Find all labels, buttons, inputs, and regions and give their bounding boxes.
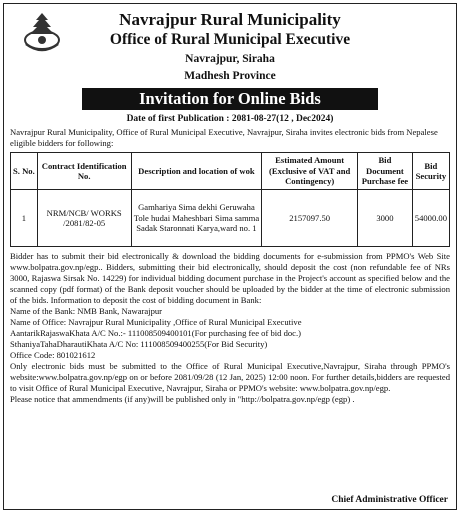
- notice-body: [10, 251, 450, 405]
- cell-description: Gamhariya Sima dekhi Geruwaha Tole hudai Maheshbari Sima samma Sadak Staronnati Karya,ward no. 1: [131, 190, 262, 247]
- col-header-fee: Bid Document Purchase fee: [358, 153, 413, 190]
- cell-fee: 3000: [358, 190, 413, 247]
- cell-contract: NRM/NCB/ WORKS /2081/82-05: [37, 190, 131, 247]
- publication-date: Date of first Publication : 2081-08-27(12 , Dec2024): [126, 114, 334, 124]
- amendment-notice: Please notice that ammendments (if any)will be published only in "http://bolpatra.gov.np/egp (egp) .: [10, 394, 355, 404]
- col-header-sn: S. No.: [11, 153, 38, 190]
- deadline-paragraph: Only electronic bids must be submitted to the Office of Rural Municipal Executive,Navrajpur, Siraha through PPMO's website:www.bolpatra.gov.np/egp on or before 2081/09/28 (12 Jan, 2025) 12:00 noon. For further details,bidders are requested to visit Office of Rural Municipal Executive, Navrajpur, Siraha or PPMO's website: www.bolpatra.gov.np/egp.: [10, 361, 450, 393]
- cell-amount: 2157097.50: [262, 190, 358, 247]
- cell-security: 54000.00: [412, 190, 449, 247]
- province: Madhesh Province: [184, 70, 276, 82]
- account-revenue: AantarikRajaswaKhata A/C No.:- 111008509400101(For purchasing fee of bid doc.): [10, 328, 302, 338]
- office-code: Office Code: 801021612: [10, 350, 96, 360]
- cell-sn: 1: [11, 190, 38, 247]
- nepal-government-emblem-icon: [18, 10, 66, 56]
- col-header-amount: Estimated Amount (Exclusive of VAT and Contingency): [262, 153, 358, 190]
- bid-table: [10, 152, 450, 247]
- bid-notice: [3, 3, 457, 510]
- municipality-name: Navrajpur Rural Municipality: [119, 10, 341, 29]
- address: Navrajpur, Siraha: [185, 53, 275, 65]
- bank-name: Name of the Bank: NMB Bank, Nawarajpur: [10, 306, 163, 316]
- col-header-contract: Contract Identification No.: [37, 153, 131, 190]
- notice-title: Invitation for Online Bids: [82, 88, 378, 110]
- col-header-description: Description and location of wok: [131, 153, 262, 190]
- col-header-security: Bid Security: [412, 153, 449, 190]
- signature: Chief Administrative Officer: [331, 495, 448, 505]
- intro-paragraph: Navrajpur Rural Municipality, Office of Rural Municipal Executive, Navrajpur, Siraha invites electronic bids from Nepalese eligible bidders for following:: [10, 127, 438, 148]
- table-row: [11, 190, 450, 247]
- office-name: Office of Rural Municipal Executive: [109, 31, 351, 48]
- office-name-line: Name of Office: Navrajpur Rural Municipality ,Office of Rural Municipal Executive: [10, 317, 302, 327]
- submission-paragraph: Bidder has to submit their bid electronically & download the bidding documents for e-submission from PPMO's Web Site www.bolpatra.gov.np/egp.. Bidders, submitting their bid electronically, should deposit the cost (non refundable fee of NRs 3000, Rajaswa Sirsak No. 14229) for individual bidding document purchase in the Project's account as specified below and the scanned copy (pdf format) of the Bank deposit voucher should be uploaded by the bidder at the time of electronic submission of the bids. Information to deposit the cost of bidding document in Bank:: [10, 251, 450, 305]
- table-header-row: [11, 153, 450, 190]
- account-deposit: SthaniyaTahaDharautiKhata A/C No: 111008509400255(For Bid Security): [10, 339, 268, 349]
